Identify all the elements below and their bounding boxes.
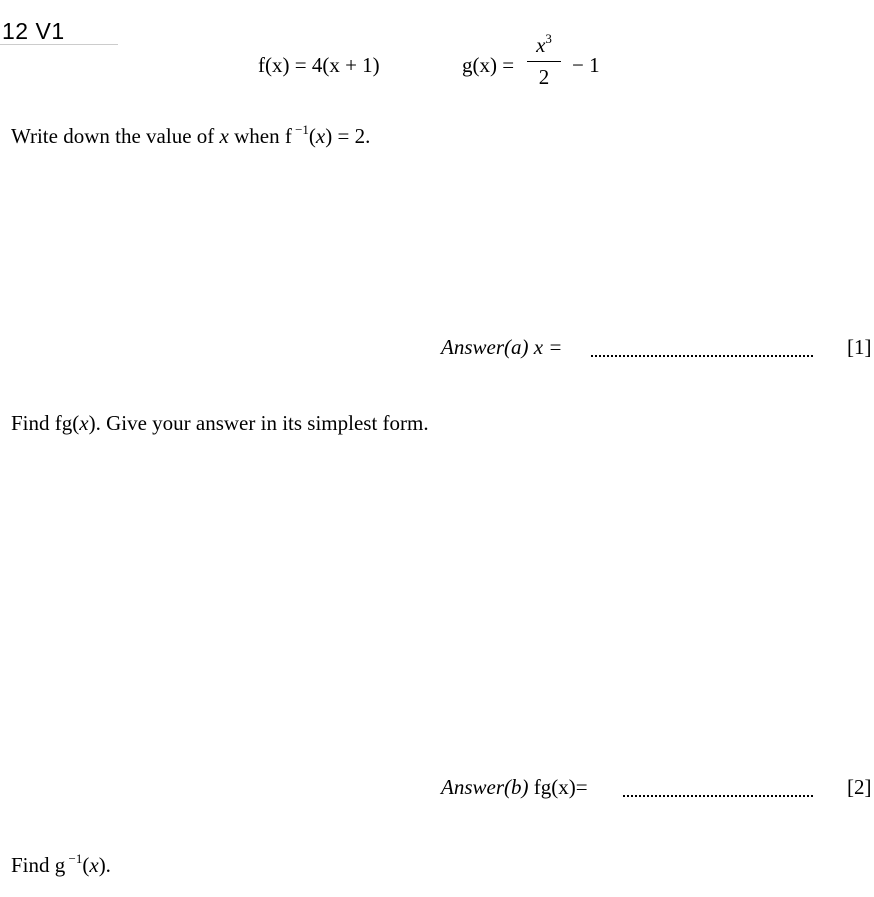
question-c [11, 853, 111, 878]
header-divider [0, 44, 118, 45]
answer-b-label [441, 775, 588, 800]
g-numerator-exponent: 3 [545, 31, 552, 46]
question-c-exponent: −1 [65, 851, 83, 866]
question-a-arg: x [315, 124, 326, 148]
question-c-open: ( [82, 853, 90, 877]
question-a-open: ( [308, 124, 316, 148]
question-a-exponent: −1 [291, 122, 309, 137]
question-b-suffix: ). Give your answer in its simplest form. [88, 411, 429, 435]
question-a-var: x [219, 124, 229, 148]
g-fraction-bar [527, 61, 561, 62]
question-b-var: x [79, 411, 89, 435]
g-numerator-base: x [536, 33, 546, 57]
answer-b-expression: fg(x)= [528, 775, 588, 799]
question-b-prefix: Find fg( [11, 411, 80, 435]
answer-a-label: Answer(a) x = [441, 335, 563, 359]
g-fraction-denominator: 2 [538, 65, 550, 89]
answer-b-line[interactable] [623, 795, 813, 797]
marks-b: [2] [847, 775, 872, 799]
question-c-prefix: Find g [11, 853, 66, 877]
question-number-label: 12 V1 [2, 18, 65, 44]
question-b [11, 411, 429, 436]
question-a-mid: when f [228, 124, 292, 148]
marks-a: [1] [847, 335, 872, 359]
answer-b-label-text: Answer(b) [441, 775, 529, 799]
answer-a-line[interactable] [591, 355, 813, 357]
question-a-close: ) = 2. [325, 124, 371, 148]
g-definition-tail: − 1 [572, 53, 600, 77]
question-a [11, 124, 370, 149]
question-c-close: ). [98, 853, 111, 877]
question-a-prefix: Write down the value of [11, 124, 220, 148]
question-c-var: x [89, 853, 99, 877]
g-fraction-numerator [527, 32, 561, 58]
g-fraction [527, 32, 561, 89]
g-definition-lhs: g(x) = [462, 53, 515, 77]
f-definition: f(x) = 4(x + 1) [258, 53, 380, 77]
